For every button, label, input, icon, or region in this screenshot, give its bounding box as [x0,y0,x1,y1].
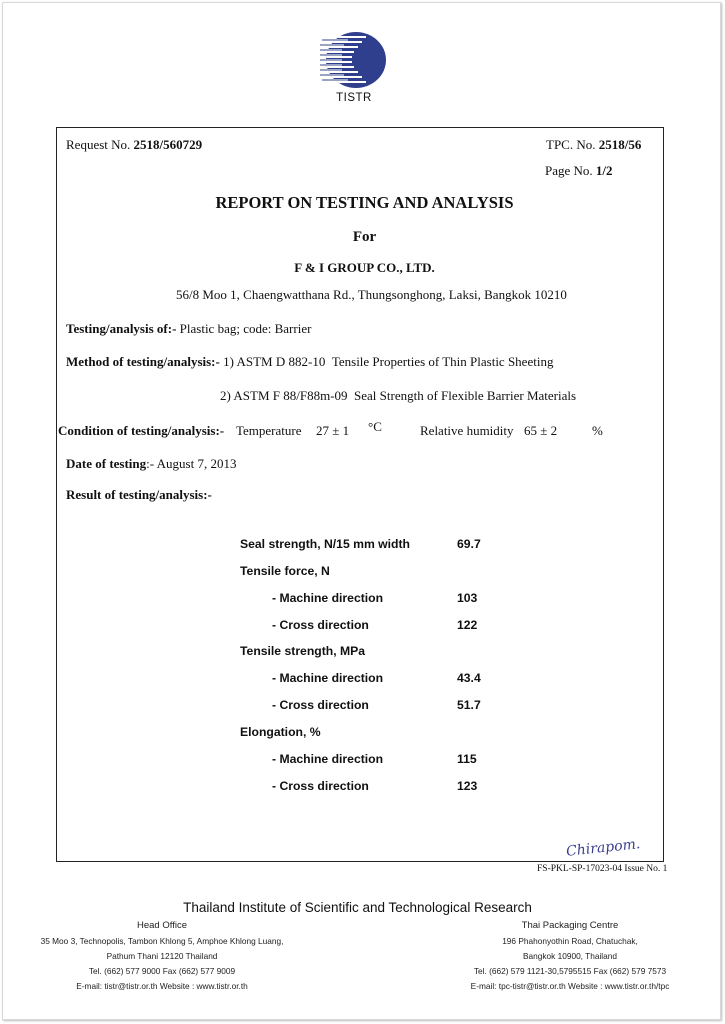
method-1-description: Tensile Properties of Thin Plastic Sheeting [331,354,554,369]
tpc-label: TPC. No. [546,137,596,152]
for-label: For [352,229,377,245]
head-office-line1: 35 Moo 3, Technopolis, Tambon Khlong 5, Amphoe Khlong Luang, [40,936,284,946]
request-value: 2518/560729 [133,137,203,152]
page-number [545,163,613,179]
request-number [66,137,202,153]
method-row-1 [66,354,553,370]
result-label-seal-strength: Seal strength, N/15 mm width [240,537,410,551]
result-value-tf-cross: 122 [457,618,478,632]
result-value-ts-machine: 43.4 [457,671,481,685]
institute-name: Thailand Institute of Scientific and Technological Research [183,900,532,915]
tistr-logo-icon [318,30,390,90]
logo-text: TISTR [336,92,372,104]
result-value-el-machine: 115 [457,752,477,766]
method-2-description: Seal Strength of Flexible Barrier Materials [354,388,577,403]
method-2-num: 2) [220,388,231,403]
method-label: Method of testing/analysis:- [66,354,220,369]
method-2-standard: ASTM F 88/F88m-09 [233,388,348,403]
result-label-tf-cross: - Cross direction [272,618,369,632]
result-value-ts-cross: 51.7 [457,698,481,712]
report-title: REPORT ON TESTING AND ANALYSIS [215,193,514,212]
packaging-centre-line1: 196 Phahonyothin Road, Chatuchak, [502,936,638,946]
result-label-ts-cross: - Cross direction [272,698,369,712]
head-office-line4: E-mail: tistr@tistr.or.th Website : www.tistr.or.th [76,981,248,991]
company-address: 56/8 Moo 1, Chaengwatthana Rd., Thungsonghong, Laksi, Bangkok 10210 [176,287,567,302]
humidity-value: 65 ± 2 [524,423,558,438]
date-value: :- August 7, 2013 [146,456,237,471]
result-label-elongation: Elongation, % [240,725,321,739]
page-label: Page No. [545,163,593,178]
tpc-number [546,137,641,153]
company-name: F & I GROUP CO., LTD. [294,260,435,275]
temperature-unit: °C [368,419,382,434]
result-label: Result of testing/analysis:- [66,487,212,502]
condition-label: Condition of testing/analysis:- [58,423,225,438]
temperature-value: 27 ± 1 [316,423,350,438]
method-1-num: 1) [223,354,234,369]
result-label-el-machine: - Machine direction [272,752,384,766]
result-label-tf-machine: - Machine direction [272,591,384,605]
testing-of-label: Testing/analysis of:- [66,321,177,336]
result-label-el-cross: - Cross direction [272,779,369,793]
packaging-centre-title: Thai Packaging Centre [521,920,619,931]
packaging-centre-line4: E-mail: tpc-tistr@tistr.or.th Website : www.tistr.or.th/tpc [470,981,670,991]
packaging-centre-line2: Bangkok 10900, Thailand [523,951,617,961]
signature: Chirapom. [565,836,642,860]
humidity-unit: % [592,423,603,438]
head-office-line3: Tel. (662) 577 9000 Fax (662) 577 9009 [88,966,236,976]
result-label-tensile-force: Tensile force, N [240,564,330,578]
humidity-label: Relative humidity [420,423,514,438]
result-label-ts-machine: - Machine direction [272,671,384,685]
temperature-label: Temperature [236,423,302,438]
result-label-tensile-strength: Tensile strength, MPa [240,644,366,658]
tpc-value: 2518/56 [598,137,642,152]
result-value-el-cross: 123 [457,779,478,793]
head-office-line2: Pathum Thani 12120 Thailand [106,951,218,961]
testing-of [66,321,311,337]
result-value-tf-machine: 103 [457,591,478,605]
method-1-standard: ASTM D 882-10 [236,354,326,369]
form-number: FS-PKL-SP-17023-04 Issue No. 1 [537,864,668,874]
head-office-title: Head Office [137,920,187,931]
request-label: Request No. [66,137,131,152]
page-value: 1/2 [595,163,613,178]
result-value-seal-strength: 69.7 [457,537,481,551]
testing-of-value: Plastic bag; code: Barrier [179,321,312,336]
date-label: Date of testing [66,456,147,471]
packaging-centre-line3: Tel. (662) 579 1121-30,5795515 Fax (662) 579 7573 [473,966,667,976]
date-of-testing [66,456,236,472]
method-row-2 [220,388,576,404]
